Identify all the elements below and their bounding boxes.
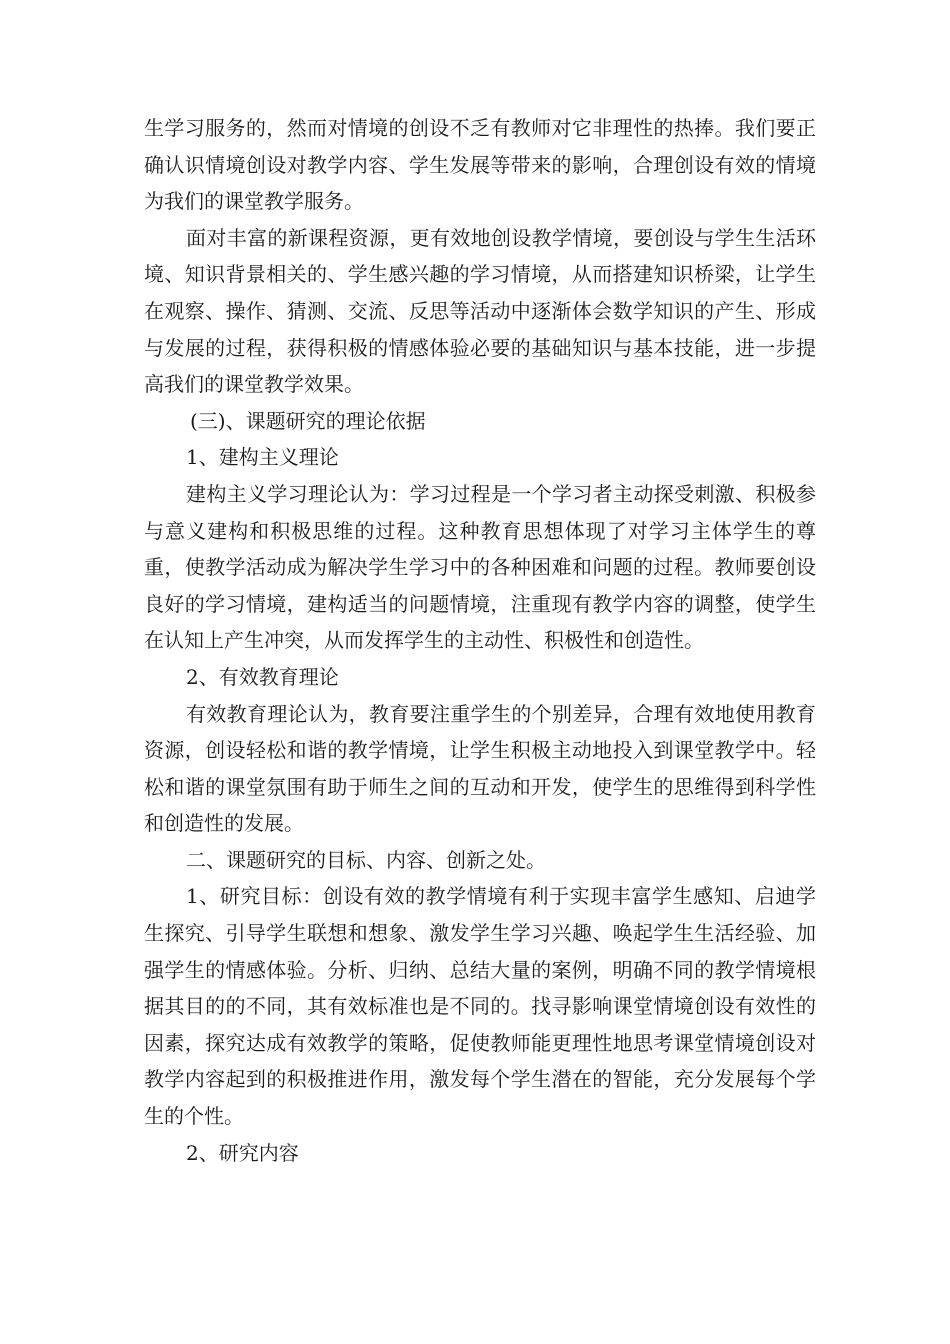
document-page xyxy=(144,110,816,1171)
section-heading-goals-content: 二、课题研究的目标、内容、创新之处。 xyxy=(186,847,546,872)
subheading-effective-education: 2、有效教育理论 xyxy=(186,664,339,689)
section-heading-theory-basis: (三)、课题研究的理论依据 xyxy=(190,408,426,433)
paragraph-effective-education: 有效教育理论认为，教育要注重学生的个别差异，合理有效地使用教育资源，创设轻松和谐的教学情境，让学生积极主动地投入到课堂教学中。轻松和谐的课堂氛围有助于师生之间的互动和开发，使学生的思维得到科学性和创造性的发展。 xyxy=(144,701,816,836)
subheading-research-content: 2、研究内容 xyxy=(186,1140,299,1165)
paragraph-curriculum-resources: 面对丰富的新课程资源，更有效地创设教学情境，要创设与学生生活环境、知识背景相关的、学生感兴趣的学习情境，从而搭建知识桥梁，让学生在观察、操作、猜测、交流、反思等活动中逐渐体会数学知识的产生、形成与发展的过程，获得积极的情感体验必要的基础知识与基本技能，进一步提高我们的课堂教学效果。 xyxy=(144,225,816,397)
subheading-constructivism: 1、建构主义理论 xyxy=(186,445,339,470)
paragraph-continuation: 生学习服务的，然而对情境的创设不乏有教师对它非理性的热捧。我们要正确认识情境创设对教学内容、学生发展等带来的影响，合理创设有效的情境为我们的课堂教学服务。 xyxy=(144,116,816,214)
paragraph-constructivism: 建构主义学习理论认为：学习过程是一个学习者主动探受刺激、积极参与意义建构和积极思维的过程。这种教育思想体现了对学习主体学生的尊重，使教学活动成为解决学生学习中的各种困难和问题的过程。教师要创设良好的学习情境，建构适当的问题情境，注重现有教学内容的调整，使学生在认知上产生冲突，从而发挥学生的主动性、积极性和创造性。 xyxy=(144,481,816,653)
paragraph-research-goals: 1、研究目标：创设有效的教学情境有利于实现丰富学生感知、启迪学生探究、引导学生联想和想象、激发学生学习兴趣、唤起学生生活经验、加强学生的情感体验。分析、归纳、总结大量的案例，明确不同的教学情境根据其目的的不同，其有效标准也是不同的。找寻影响课堂情境创设有效性的因素，探究达成有效教学的策略，促使教师能更理性地思考课堂情境创设对教学内容起到的积极推进作用，激发每个学生潜在的智能，充分发展每个学生的个性。 xyxy=(144,884,816,1129)
